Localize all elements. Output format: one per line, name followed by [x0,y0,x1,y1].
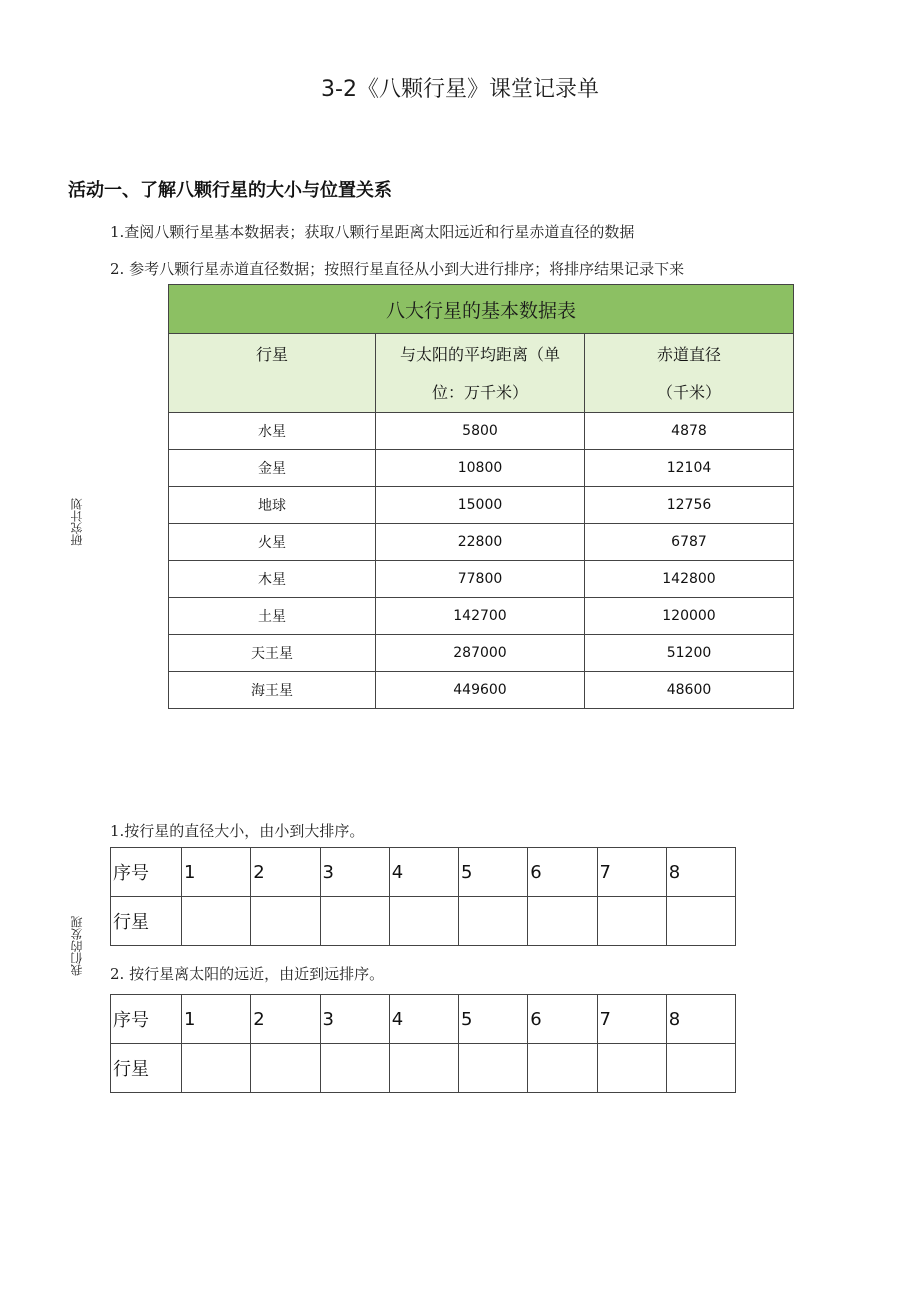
header-planet: 行星 [169,334,376,413]
answer-cell[interactable] [528,1044,597,1093]
index-cell: 5 [459,995,528,1044]
planet-distance: 77800 [376,561,585,598]
answer-cell[interactable] [597,1044,666,1093]
planet-name: 木星 [169,561,376,598]
index-cell: 7 [597,848,666,897]
planet-distance: 142700 [376,598,585,635]
table-row [111,897,736,946]
table-row [169,598,794,635]
index-cell: 8 [666,995,735,1044]
index-cell: 4 [389,995,458,1044]
answer-cell[interactable] [251,1044,320,1093]
index-cell: 2 [251,848,320,897]
margin-note-plan: 研究计划 [70,498,84,546]
sort-instruction-distance: 2. 按行星离太阳的远近，由近到远排序。 [110,965,385,983]
answer-cell[interactable] [182,897,251,946]
planet-distance: 5800 [376,413,585,450]
planet-data-table [168,284,794,709]
planet-name: 海王星 [169,672,376,709]
planet-name: 土星 [169,598,376,635]
planet-diameter: 120000 [585,598,794,635]
planet-name: 天王星 [169,635,376,672]
planet-row-label: 行星 [111,1044,182,1093]
planet-diameter: 6787 [585,524,794,561]
answer-cell[interactable] [666,1044,735,1093]
step-2-text: 2. 参考八颗行星赤道直径数据；按照行星直径从小到大进行排序；将排序结果记录下来 [110,260,685,278]
header-distance-line1: 与太阳的平均距离（单 [399,345,560,364]
planet-diameter: 12104 [585,450,794,487]
answer-cell[interactable] [320,897,389,946]
table-row [169,561,794,598]
index-cell: 1 [182,848,251,897]
table-row [111,848,736,897]
answer-cell[interactable] [528,897,597,946]
activity-heading: 活动一、了解八颗行星的大小与位置关系 [68,180,392,201]
table-row [111,995,736,1044]
header-distance-line2: 位：万千米） [431,383,528,402]
answer-cell[interactable] [459,897,528,946]
header-diameter [585,334,794,413]
margin-note-findings: 我们的发现 [70,916,84,976]
index-row-label: 序号 [111,995,182,1044]
answer-cell[interactable] [182,1044,251,1093]
answer-cell[interactable] [597,897,666,946]
planet-diameter: 48600 [585,672,794,709]
planet-distance: 22800 [376,524,585,561]
page-title: 3-2《八颗行星》课堂记录单 [321,77,599,102]
index-row-label: 序号 [111,848,182,897]
planet-distance: 10800 [376,450,585,487]
index-cell: 6 [528,995,597,1044]
index-cell: 6 [528,848,597,897]
table-row [169,487,794,524]
answer-cell[interactable] [389,897,458,946]
planet-name: 金星 [169,450,376,487]
answer-cell[interactable] [320,1044,389,1093]
planet-row-label: 行星 [111,897,182,946]
answer-cell[interactable] [459,1044,528,1093]
answer-cell[interactable] [666,897,735,946]
header-diameter-line1: 赤道直径 [656,345,721,364]
header-diameter-line2: （千米） [656,383,721,402]
sort-table-distance [110,994,736,1093]
index-cell: 7 [597,995,666,1044]
planet-diameter: 51200 [585,635,794,672]
planet-diameter: 4878 [585,413,794,450]
sort-instruction-diameter: 1.按行星的直径大小，由小到大排序。 [110,822,365,840]
table-row [169,413,794,450]
index-cell: 3 [320,848,389,897]
index-cell: 1 [182,995,251,1044]
planet-diameter: 12756 [585,487,794,524]
index-cell: 3 [320,995,389,1044]
planet-name: 地球 [169,487,376,524]
index-cell: 8 [666,848,735,897]
index-cell: 2 [251,995,320,1044]
answer-cell[interactable] [389,1044,458,1093]
planet-name: 火星 [169,524,376,561]
planet-name: 水星 [169,413,376,450]
planet-diameter: 142800 [585,561,794,598]
index-cell: 5 [459,848,528,897]
planet-distance: 449600 [376,672,585,709]
table-row [111,1044,736,1093]
planet-distance: 287000 [376,635,585,672]
answer-cell[interactable] [251,897,320,946]
planet-distance: 15000 [376,487,585,524]
header-distance [376,334,585,413]
sort-table-diameter [110,847,736,946]
table-caption: 八大行星的基本数据表 [169,285,794,334]
table-row [169,635,794,672]
table-row [169,450,794,487]
table-row [169,672,794,709]
step-1-text: 1.查阅八颗行星基本数据表；获取八颗行星距离太阳远近和行星赤道直径的数据 [110,223,635,241]
table-row [169,524,794,561]
index-cell: 4 [389,848,458,897]
